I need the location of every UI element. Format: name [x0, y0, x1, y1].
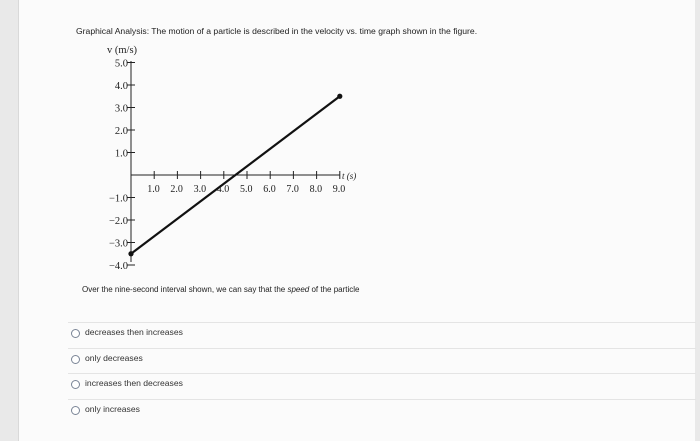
- y-tick-label: 3.0: [114, 103, 128, 115]
- x-tick-label: 5.0: [240, 184, 253, 195]
- x-tick-label: 7.0: [286, 184, 299, 195]
- x-tick-label: 4.0: [216, 184, 230, 195]
- x-tick-label: 2.0: [170, 184, 183, 195]
- x-tick-label: 6.0: [263, 184, 276, 195]
- option-only-decreases[interactable]: [68, 348, 696, 371]
- y-axis-label: v (m/s): [107, 45, 138, 56]
- x-tick-label: 1.0: [147, 184, 160, 195]
- radio-button[interactable]: [71, 329, 80, 338]
- option-label: only increases: [85, 404, 140, 414]
- y-tick-label: 2.0: [114, 126, 128, 137]
- prompt-text: [82, 285, 360, 294]
- x-tick-label: 9.0: [332, 184, 346, 195]
- option-increases-then-decreases[interactable]: [68, 373, 696, 396]
- data-point: [128, 251, 133, 256]
- option-label: decreases then increases: [85, 327, 183, 337]
- option-only-increases[interactable]: [68, 399, 696, 422]
- y-tick-label: 1.0: [114, 148, 128, 160]
- option-label: increases then decreases: [85, 378, 183, 388]
- y-tick-label: −3.0: [108, 238, 128, 250]
- x-tick-label: 8.0: [309, 184, 323, 195]
- prompt-emphasis: speed: [287, 285, 310, 294]
- option-label: only decreases: [85, 353, 143, 363]
- radio-button[interactable]: [71, 355, 80, 364]
- option-decreases-then-increases[interactable]: [68, 322, 696, 345]
- y-tick-label: −4.0: [108, 261, 128, 272]
- question-text: Graphical Analysis: The motion of a particle is described in the velocity vs. time graph shown in the figure.: [76, 26, 478, 36]
- data-point: [337, 94, 342, 99]
- x-tick-label: 3.0: [193, 184, 207, 195]
- y-tick-label: −1.0: [108, 193, 128, 205]
- y-tick-label: 5.0: [114, 58, 128, 70]
- y-tick-label: −2.0: [108, 216, 128, 227]
- x-axis-label: t (s): [342, 171, 357, 181]
- radio-button[interactable]: [71, 380, 80, 389]
- prompt-before: Over the nine-second interval shown, we can say that the: [82, 285, 288, 294]
- tick-marks: [109, 59, 345, 273]
- prompt-after: of the particle: [309, 285, 360, 294]
- y-tick-label: 4.0: [114, 81, 128, 92]
- radio-button[interactable]: [71, 406, 80, 415]
